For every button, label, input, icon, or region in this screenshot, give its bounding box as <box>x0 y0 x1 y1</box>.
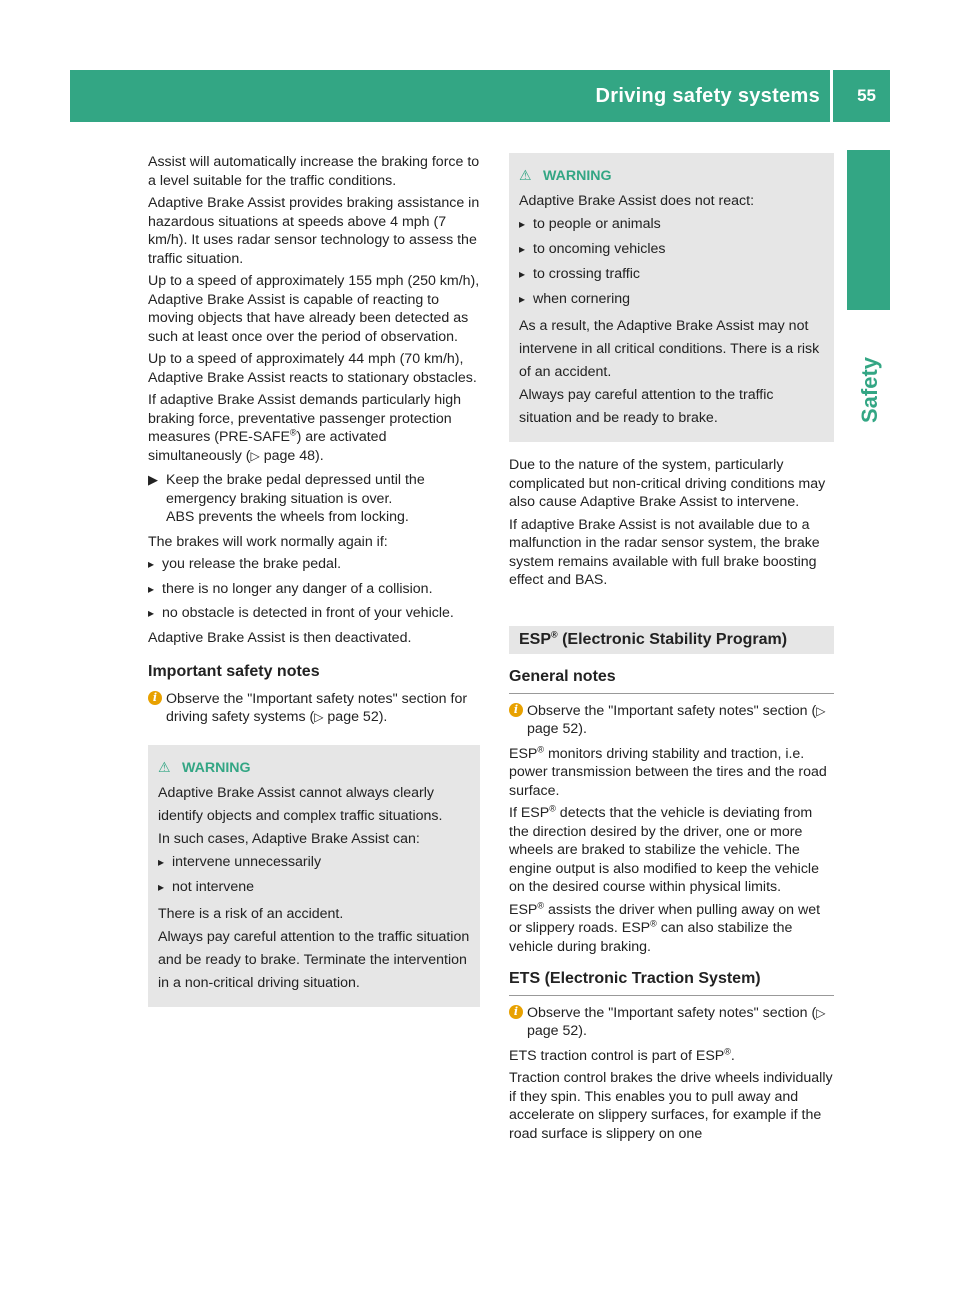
info-text: Observe the "Important safety notes" section ( <box>527 702 817 719</box>
warning-icon: ⚠ <box>519 168 532 184</box>
warning-heading <box>519 165 824 188</box>
info-text: Observe the "Important safety notes" section ( <box>527 1004 817 1021</box>
list-item: ▸ not intervene <box>158 876 470 899</box>
right-column <box>509 153 834 1147</box>
registered-mark: ® <box>549 803 556 814</box>
list-item: ▸ intervene unnecessarily <box>158 851 470 874</box>
paragraph: Traction control brakes the drive wheels individually if they spin. This enables you to pull away and accelerate on slippery surfaces, for example if the road surface is slippery on one <box>509 1070 833 1142</box>
section-heading: Important safety notes <box>148 663 320 680</box>
warning-text: Adaptive Brake Assist does not react: <box>519 193 755 209</box>
paragraph: Up to a speed of approximately 44 mph (70 km/h), Adaptive Brake Assist reacts to stationary obstacles. <box>148 351 477 386</box>
warning-icon: ⚠ <box>158 759 171 776</box>
info-note <box>509 1004 834 1041</box>
list-item: ▸ to people or animals <box>519 213 824 236</box>
list-item: ▸ to crossing traffic <box>519 263 824 286</box>
info-note <box>148 690 480 727</box>
warning-text: There is a risk of an accident. <box>158 905 344 922</box>
page-link[interactable]: page 52). <box>527 721 587 737</box>
registered-mark: ® <box>289 427 297 438</box>
info-note <box>509 702 834 739</box>
page-ref-icon: ▷ <box>314 710 324 724</box>
registered-mark: ® <box>537 743 545 754</box>
left-column <box>148 153 480 1021</box>
header-title: Driving safety systems <box>595 85 820 107</box>
warning-box <box>509 153 834 442</box>
text: monitors driving stability and traction, i.e. power transmission between the tires and the road surface. <box>509 745 827 799</box>
paragraph <box>148 391 480 465</box>
warning-list <box>158 851 470 899</box>
registered-mark: ® <box>650 918 657 929</box>
list-item: ▸ no obstacle is detected in front of your vehicle. <box>148 604 480 623</box>
section-tab <box>847 150 890 310</box>
warning-heading <box>158 757 470 780</box>
step-result: ABS prevents the wheels from locking. <box>166 509 409 525</box>
registered-mark: ® <box>724 1045 731 1056</box>
warning-text: Always pay careful attention to the traffic situation and be ready to brake. Terminate the intervention in a non-critical driving situation. <box>158 928 470 991</box>
page-link[interactable]: page 52). <box>327 709 388 725</box>
page-header <box>70 70 890 122</box>
page-ref-icon: ▷ <box>250 448 260 463</box>
step-arrow-icon: ▶ <box>148 472 158 487</box>
paragraph: If adaptive Brake Assist is not available due to a malfunction in the radar sensor system, the brake system remains available with full brake boosting effect and BAS. <box>509 516 820 588</box>
text: If ESP <box>509 805 550 821</box>
page-link[interactable]: page 52). <box>527 1023 587 1039</box>
condition-list <box>148 555 480 623</box>
paragraph: Assist will automatically increase the braking force to a level suitable for the traffic conditions. <box>148 154 480 189</box>
page-ref-icon: ▷ <box>816 1005 826 1020</box>
text: ) are activated simultaneously ( <box>148 429 387 464</box>
warning-label: WARNING <box>543 168 612 184</box>
text: ESP <box>519 630 552 648</box>
text: ETS traction control is part of ESP <box>509 1047 725 1064</box>
paragraph <box>509 1047 834 1066</box>
warning-text: In such cases, Adaptive Brake Assist can: <box>158 830 420 847</box>
text: can also stabilize the vehicle during braking. <box>509 920 793 955</box>
paragraph <box>509 804 834 897</box>
subsection-heading: General notes <box>509 668 834 694</box>
warning-text: Always pay careful attention to the traffic situation and be ready to brake. <box>519 387 774 426</box>
page-number: 55 <box>857 86 876 105</box>
warning-text: Adaptive Brake Assist cannot always clearly identify objects and complex traffic situations. <box>158 784 443 824</box>
list-item: ▸ to oncoming vehicles <box>519 238 824 261</box>
page-ref-icon: ▷ <box>816 703 826 718</box>
subsection-heading: ETS (Electronic Traction System) <box>509 970 834 996</box>
paragraph <box>509 901 834 957</box>
text: . <box>730 1047 735 1064</box>
info-text: Observe the "Important safety notes" section for driving safety systems ( <box>166 690 468 725</box>
warning-list <box>519 213 824 311</box>
warning-label: WARNING <box>182 759 251 776</box>
text: (Electronic Stability Program) <box>557 630 788 648</box>
info-icon: i <box>509 1005 523 1019</box>
list-item: ▸ there is no longer any danger of a collision. <box>148 580 480 599</box>
paragraph: Adaptive Brake Assist is then deactivated. <box>148 629 412 646</box>
section-label: Safety <box>857 356 882 424</box>
registered-mark: ® <box>537 899 545 910</box>
step-text: Keep the brake pedal depressed until the emergency braking situation is over. <box>166 472 425 507</box>
paragraph: Adaptive Brake Assist provides braking assistance in hazardous situations at speeds above 4 mph (7 km/h). It uses radar sensor technology to assess the traffic situation. <box>148 195 480 267</box>
instruction-step <box>148 471 480 527</box>
paragraph: Due to the nature of the system, particularly complicated but non-critical driving conditions may also cause Adaptive Brake Assist to intervene. <box>509 457 826 510</box>
page-link[interactable]: page 48). <box>263 447 324 464</box>
info-icon: i <box>509 703 523 717</box>
esp-section-heading <box>509 626 834 655</box>
paragraph: Up to a speed of approximately 155 mph (250 km/h), Adaptive Brake Assist is capable of reacting to moving objects that have already been detected as such at least once over the period of observation. <box>148 273 480 345</box>
text: If adaptive Brake Assist demands particularly high braking force, preventative passenger protection measures (PRE-SAFE <box>148 392 462 445</box>
text: assists the driver when pulling away on wet or slippery roads. ESP <box>509 901 821 936</box>
list-item: ▸ you release the brake pedal. <box>148 555 480 574</box>
text: ESP <box>509 745 538 762</box>
header-divider <box>830 70 833 122</box>
paragraph <box>509 745 834 801</box>
list-item: ▸ when cornering <box>519 288 824 311</box>
info-icon: i <box>148 691 162 705</box>
paragraph: The brakes will work normally again if: <box>148 533 388 550</box>
text: detects that the vehicle is deviating from the direction desired by the driver, one or more wheels are braked to stabilize the vehicle. The engine output is also modified to keep the vehicle on the desired course within physical limits. <box>509 805 819 895</box>
warning-text: As a result, the Adaptive Brake Assist may not intervene in all critical conditions. There is a risk of an accident. <box>519 318 820 380</box>
warning-box <box>148 745 480 1007</box>
text: ESP <box>509 901 538 918</box>
registered-mark: ® <box>551 629 558 640</box>
